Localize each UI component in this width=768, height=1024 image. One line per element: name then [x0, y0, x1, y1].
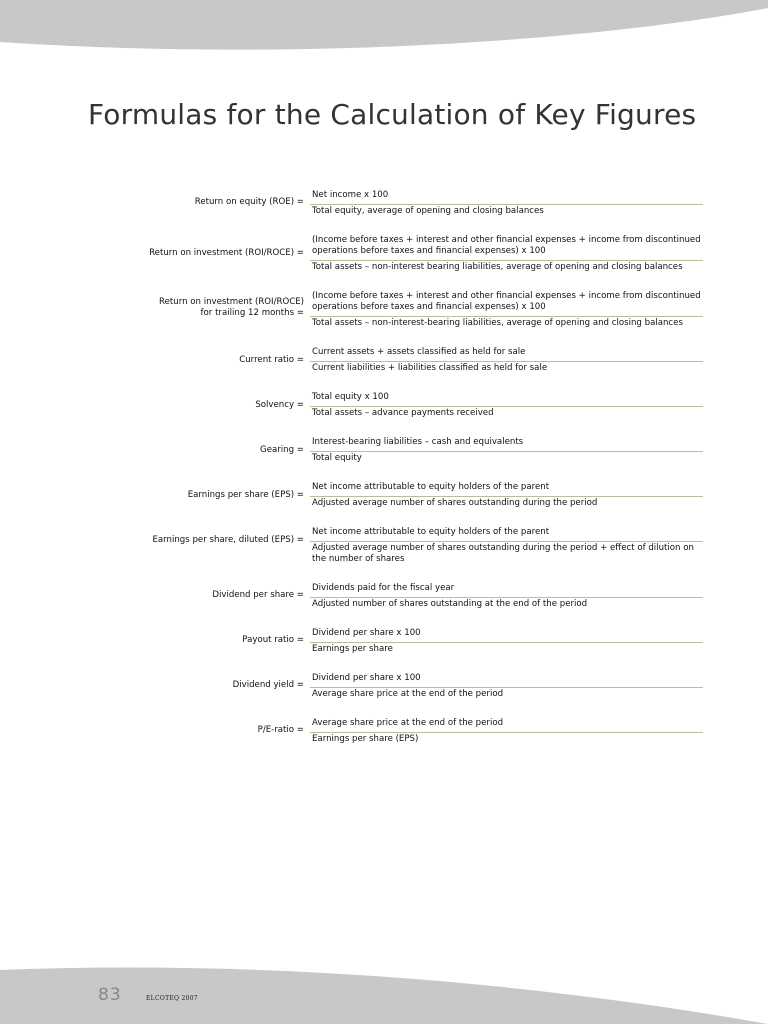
formula-numerator: Net income attributable to equity holders of the parent: [312, 482, 550, 492]
label-line: Return on investment (ROI/ROCE): [159, 297, 304, 307]
formula-numerator: (Income before taxes + interest and other financial expenses + income from discontinued operations before taxes and financial expenses) x 100: [312, 291, 701, 312]
formula-numerator: Net income attributable to equity holders of the parent: [312, 527, 550, 537]
formula-denominator: Earnings per share: [312, 644, 393, 654]
formula-label: [212, 590, 304, 601]
label-line: Earnings per share (EPS) =: [187, 490, 304, 500]
formula-label: [152, 535, 304, 546]
label-line: Dividend per share =: [212, 590, 304, 600]
formula-denominator: Total assets – non-interest-bearing liabilities, average of opening and closing balances: [312, 318, 683, 328]
formula-label: [233, 680, 304, 691]
formula-denominator: Current liabilities + liabilities classified as held for sale: [312, 363, 548, 373]
formula-denominator: Adjusted average number of shares outstanding during the period: [312, 498, 598, 508]
fraction-rule: [310, 687, 703, 688]
label-line: Payout ratio =: [242, 635, 304, 645]
formula-denominator: Average share price at the end of the period: [312, 689, 504, 699]
formula-numerator: Dividends paid for the fiscal year: [312, 583, 455, 593]
label-line: Gearing =: [260, 445, 304, 455]
fraction-rule: [310, 406, 703, 407]
formula-denominator: Total assets – non-interest bearing liabilities, average of opening and closing balances: [312, 262, 683, 272]
formula-label: [159, 297, 304, 319]
formula-numerator: Net income x 100: [312, 190, 389, 200]
formula-label: [260, 445, 304, 456]
formula-label: [255, 400, 304, 411]
formula-numerator: Dividend per share x 100: [312, 673, 421, 683]
label-line: Return on equity (ROE) =: [194, 197, 304, 207]
formula-numerator: Current assets + assets classified as held for sale: [312, 347, 526, 357]
fraction-rule: [310, 541, 703, 542]
formula-numerator: Dividend per share x 100: [312, 628, 421, 638]
fraction-rule: [310, 496, 703, 497]
formula-denominator: Total equity, average of opening and closing balances: [312, 206, 544, 216]
fraction-rule: [310, 260, 703, 261]
formula-label: [149, 248, 304, 259]
formula-denominator: Earnings per share (EPS): [312, 734, 419, 744]
formula-label: [239, 355, 304, 366]
formula-label: [258, 725, 304, 736]
label-line: Solvency =: [255, 400, 304, 410]
fraction-rule: [310, 204, 703, 205]
label-line: Dividend yield =: [232, 680, 304, 690]
label-line: P/E-ratio =: [257, 725, 304, 735]
formula-denominator: Adjusted average number of shares outstanding during the period + effect of dilution on the number of shares: [312, 543, 694, 564]
fraction-rule: [310, 597, 703, 598]
page-title: Formulas for the Calculation of Key Figures: [88, 98, 697, 131]
formula-numerator: Total equity x 100: [312, 392, 389, 402]
fraction-rule: [310, 361, 703, 362]
top-decorative-band: [0, 0, 768, 60]
label-line: for trailing 12 months =: [200, 308, 304, 318]
formula-label: [242, 635, 304, 646]
formula-denominator: Total assets – advance payments received: [312, 408, 494, 418]
formula-denominator: Adjusted number of shares outstanding at the end of the period: [312, 599, 588, 609]
formula-numerator: (Income before taxes + interest and other financial expenses + income from discontinued operations before taxes and financial expenses) x 100: [312, 235, 701, 256]
formula-numerator: Interest-bearing liabilities – cash and equivalents: [312, 437, 524, 447]
fraction-rule: [310, 732, 703, 733]
formula-numerator: Average share price at the end of the period: [312, 718, 504, 728]
label-line: Return on investment (ROI/ROCE) =: [149, 248, 304, 258]
fraction-rule: [310, 316, 703, 317]
page-number: 83: [98, 985, 122, 1005]
fraction-rule: [310, 451, 703, 452]
formula-denominator: Total equity: [312, 453, 362, 463]
label-line: Earnings per share, diluted (EPS) =: [152, 535, 304, 545]
footer-brand: ELCOTEQ 2007: [146, 995, 198, 1002]
label-line: Current ratio =: [239, 355, 304, 365]
formula-label: [188, 490, 304, 501]
fraction-rule: [310, 642, 703, 643]
formula-label: [195, 197, 304, 208]
